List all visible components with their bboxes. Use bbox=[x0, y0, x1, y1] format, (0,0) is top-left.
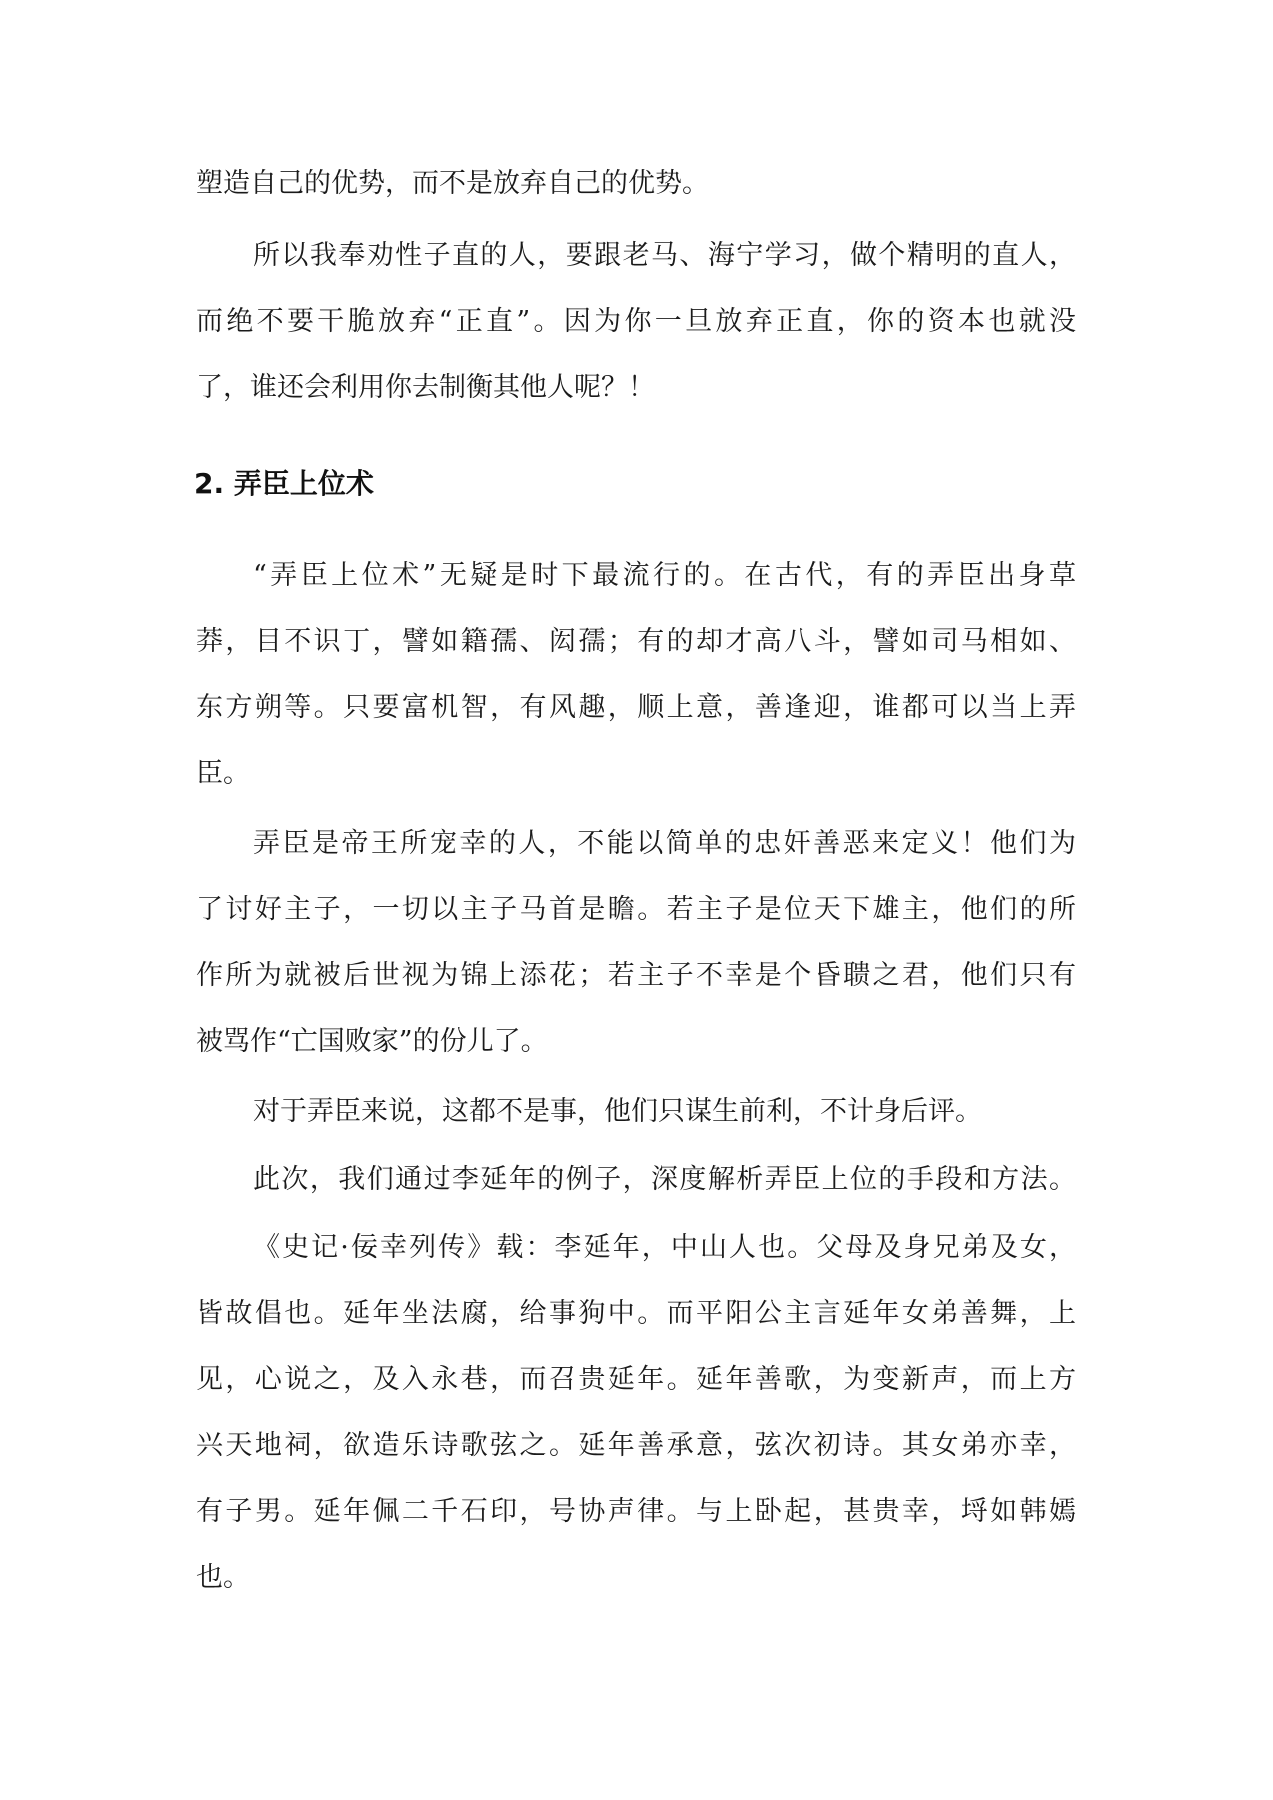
text-line-4: 了，谁还会利用你去制衡其他人呢？！ bbox=[196, 372, 655, 403]
text-line-3: 而绝不要干脆放弃“正直”。因为你一旦放弃正直，你的资本也就没 bbox=[196, 306, 1076, 337]
text-line-9: 弄臣是帝王所宠幸的人，不能以简单的忠奸善恶来定义！他们为 bbox=[253, 828, 1076, 859]
text-line-16: 皆故倡也。延年坐法腐，给事狗中。而平阳公主言延年女弟善舞，上 bbox=[196, 1298, 1076, 1329]
text-line-13: 对于弄臣来说，这都不是事，他们只谋生前利，不计身后评。 bbox=[253, 1096, 982, 1127]
text-line-18: 兴天地祠，欲造乐诗歌弦之。延年善承意，弦次初诗。其女弟亦幸， bbox=[196, 1430, 1076, 1461]
text-line-5: “弄臣上位术”无疑是时下最流行的。在古代，有的弄臣出身草 bbox=[253, 560, 1076, 591]
text-line-2: 所以我奉劝性子直的人，要跟老马、海宁学习，做个精明的直人， bbox=[253, 240, 1076, 271]
text-line-7: 东方朔等。只要富机智，有风趣，顺上意，善逢迎，谁都可以当上弄 bbox=[196, 692, 1076, 723]
text-line-11: 作所为就被后世视为锦上添花；若主子不幸是个昏聩之君，他们只有 bbox=[196, 960, 1076, 991]
text-line-10: 了讨好主子，一切以主子马首是瞻。若主子是位天下雄主，他们的所 bbox=[196, 894, 1076, 925]
text-line-20: 也。 bbox=[196, 1562, 250, 1593]
text-line-14: 此次，我们通过李延年的例子，深度解析弄臣上位的手段和方法。 bbox=[253, 1164, 1076, 1195]
text-line-12: 被骂作“亡国败家”的份儿了。 bbox=[196, 1026, 548, 1057]
section-heading: 2. 弄臣上位术 bbox=[194, 467, 374, 500]
text-line-1: 塑造自己的优势，而不是放弃自己的优势。 bbox=[196, 168, 709, 199]
text-line-6: 莽，目不识丁，譬如籍孺、闳孺；有的却才高八斗，譬如司马相如、 bbox=[196, 626, 1076, 657]
text-line-19: 有子男。延年佩二千石印，号协声律。与上卧起，甚贵幸，埒如韩嫣 bbox=[196, 1496, 1076, 1527]
text-line-8: 臣。 bbox=[196, 758, 250, 789]
text-line-17: 见，心说之，及入永巷，而召贵延年。延年善歌，为变新声，而上方 bbox=[196, 1364, 1076, 1395]
text-line-15: 《史记·佞幸列传》载：李延年，中山人也。父母及身兄弟及女， bbox=[253, 1232, 1076, 1263]
